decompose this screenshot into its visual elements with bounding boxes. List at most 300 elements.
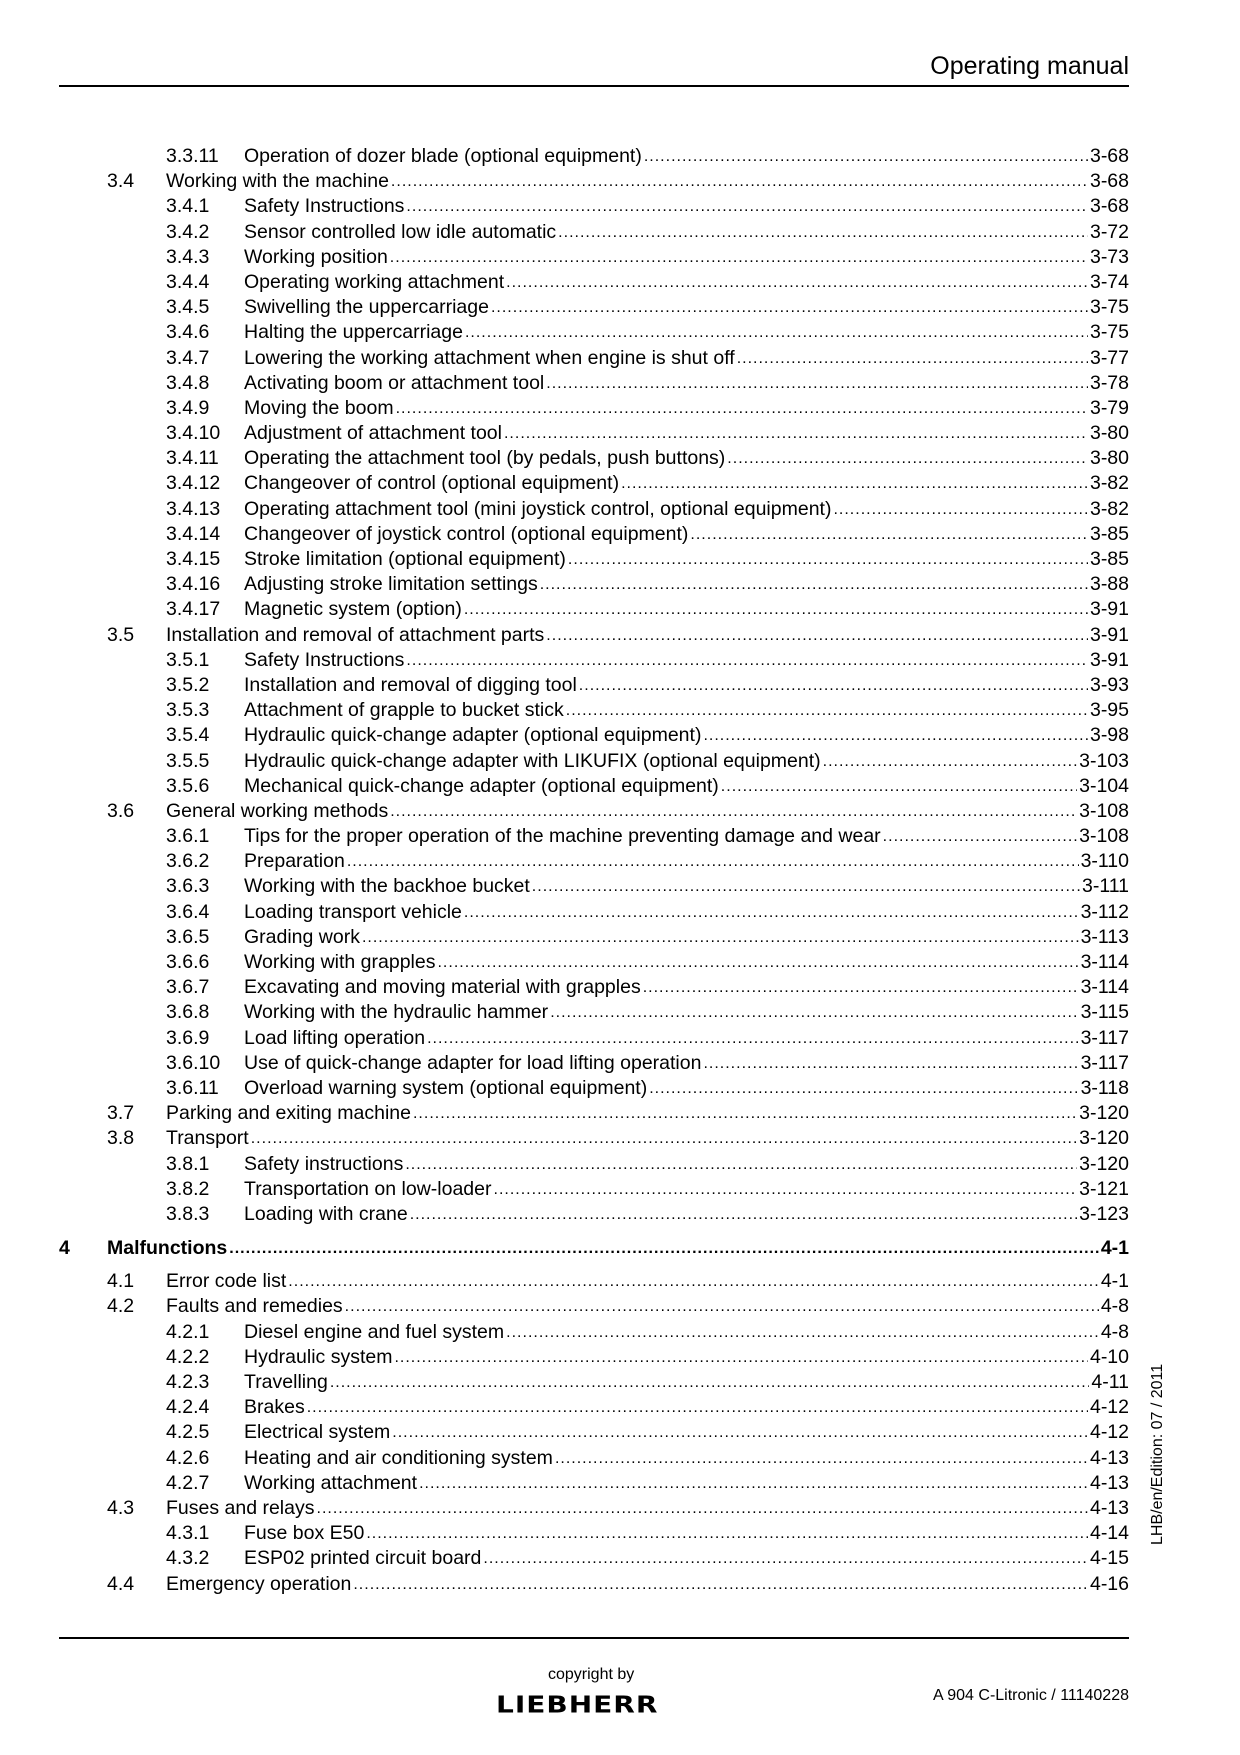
toc-title: Adjustment of attachment tool xyxy=(244,422,502,445)
toc-section-number: 3.4.15 xyxy=(166,548,221,570)
toc-row[interactable] xyxy=(0,346,1240,371)
toc-row[interactable] xyxy=(0,1236,1240,1261)
toc-section-number: 3.5.6 xyxy=(166,774,210,797)
toc-dot-leader xyxy=(288,1269,1099,1294)
toc-title: General working methods xyxy=(166,799,389,822)
toc-page-number: 3-108 xyxy=(1079,799,1129,822)
toc-section-number: 4.2.1 xyxy=(166,1320,210,1343)
page-header-title: Operating manual xyxy=(930,52,1129,80)
toc-title: Sensor controlled low idle automatic xyxy=(244,220,557,243)
toc-entry xyxy=(244,320,1129,345)
toc-section-number: 3.8.1 xyxy=(166,1152,210,1175)
toc-entry xyxy=(244,270,1129,295)
toc-section-number: 3.4.5 xyxy=(166,296,210,319)
toc-row[interactable] xyxy=(0,572,1240,597)
toc-dot-leader xyxy=(229,1236,1099,1261)
toc-section-number: 4 xyxy=(59,1237,70,1260)
toc-section-number: 4.3 xyxy=(107,1496,135,1519)
toc-entry xyxy=(244,194,1129,219)
toc-section-number: 3.6.11 xyxy=(166,1076,219,1099)
toc-entry xyxy=(244,1420,1129,1445)
toc-page-number: 3-93 xyxy=(1089,673,1129,696)
toc-title: Lowering the working attachment when engine is shut off xyxy=(244,346,735,369)
toc-title: Fuse box E50 xyxy=(244,1522,365,1545)
toc-dot-leader xyxy=(568,547,1088,572)
toc-entry xyxy=(244,1471,1129,1496)
toc-row[interactable] xyxy=(0,1051,1240,1076)
model-reference: A 904 C-Litronic / 11140228 xyxy=(933,1687,1129,1704)
toc-section-number: 3.8 xyxy=(107,1127,135,1150)
toc-dot-leader xyxy=(391,169,1088,194)
toc-entry xyxy=(244,874,1129,899)
toc-entry xyxy=(244,1521,1129,1546)
toc-row[interactable] xyxy=(0,975,1240,1000)
toc-row[interactable] xyxy=(0,1269,1240,1294)
toc-section-number: 3.4.16 xyxy=(166,573,221,596)
toc-row[interactable] xyxy=(0,1294,1240,1319)
toc-row[interactable] xyxy=(0,220,1240,245)
toc-dot-leader xyxy=(703,1051,1078,1076)
toc-page-number: 3-120 xyxy=(1079,1127,1129,1150)
toc-row[interactable] xyxy=(0,471,1240,496)
toc-page-number: 4-8 xyxy=(1100,1320,1129,1343)
toc-section-number: 3.4.13 xyxy=(166,497,221,520)
toc-title: Tips for the proper operation of the machine preventing damage and wear xyxy=(244,825,881,848)
toc-dot-leader xyxy=(690,522,1088,547)
toc-page-number: 3-75 xyxy=(1089,321,1129,344)
toc-dot-leader xyxy=(721,774,1077,799)
toc-dot-leader xyxy=(504,421,1088,446)
toc-section-number: 3.4 xyxy=(107,170,135,193)
toc-row[interactable] xyxy=(0,950,1240,975)
toc-title: Hydraulic system xyxy=(244,1345,393,1368)
toc-dot-leader xyxy=(546,371,1088,396)
toc-row[interactable] xyxy=(0,547,1240,572)
toc-row[interactable] xyxy=(0,723,1240,748)
toc-row[interactable] xyxy=(0,1395,1240,1420)
toc-section-number: 4.2.2 xyxy=(166,1345,210,1368)
toc-dot-leader xyxy=(396,396,1088,421)
toc-entry xyxy=(244,396,1129,421)
toc-row[interactable] xyxy=(0,849,1240,874)
toc-section-number: 3.4.6 xyxy=(166,321,210,344)
toc-entry xyxy=(244,925,1129,950)
toc-dot-leader xyxy=(644,144,1088,169)
toc-page-number: 3-98 xyxy=(1089,724,1129,747)
toc-row[interactable] xyxy=(0,421,1240,446)
toc-page-number: 4-13 xyxy=(1089,1471,1129,1494)
toc-dot-leader xyxy=(465,320,1088,345)
toc-title: Changeover of joystick control (optional equipment) xyxy=(244,522,689,545)
toc-page-number: 3-77 xyxy=(1089,346,1129,369)
toc-row[interactable] xyxy=(0,1496,1240,1521)
toc-entry xyxy=(244,698,1129,723)
toc-entry xyxy=(244,1546,1129,1571)
toc-title: Adjusting stroke limitation settings xyxy=(244,573,538,596)
toc-section-number: 3.6.1 xyxy=(166,825,210,848)
toc-title: Fuses and relays xyxy=(166,1496,315,1519)
toc-entry xyxy=(244,1446,1129,1471)
toc-entry xyxy=(244,1370,1129,1395)
toc-dot-leader xyxy=(491,295,1088,320)
toc-section-number: 3.6.10 xyxy=(166,1051,221,1074)
toc-title: Use of quick-change adapter for load lifting operation xyxy=(244,1051,702,1074)
toc-title: Mechanical quick-change adapter (optional equipment) xyxy=(244,774,719,797)
toc-page-number: 4-12 xyxy=(1089,1421,1129,1444)
toc-section-number: 3.6.9 xyxy=(166,1026,210,1049)
toc-page-number: 3-91 xyxy=(1089,598,1129,621)
toc-title: Loading transport vehicle xyxy=(244,900,462,923)
toc-section-number: 3.6.5 xyxy=(166,925,210,948)
toc-dot-leader xyxy=(823,749,1077,774)
toc-entry xyxy=(244,421,1129,446)
toc-entry xyxy=(107,1236,1129,1261)
footer-rule xyxy=(59,1637,1129,1639)
toc-row[interactable] xyxy=(0,295,1240,320)
toc-section-number: 3.4.17 xyxy=(166,598,221,621)
toc-page-number: 4-12 xyxy=(1089,1396,1129,1419)
toc-row[interactable] xyxy=(0,144,1240,169)
toc-title: Brakes xyxy=(244,1396,305,1419)
toc-page-number: 3-103 xyxy=(1079,749,1129,772)
toc-title: Safety Instructions xyxy=(244,648,405,671)
toc-row[interactable] xyxy=(0,1000,1240,1025)
toc-title: Working with the backhoe bucket xyxy=(244,875,530,898)
toc-title: Working position xyxy=(244,245,388,268)
toc-entry xyxy=(166,1101,1129,1126)
toc-entry xyxy=(244,144,1129,169)
toc-page-number: 3-115 xyxy=(1080,1001,1129,1024)
toc-section-number: 3.4.14 xyxy=(166,522,221,545)
toc-title: Safety Instructions xyxy=(244,195,405,218)
toc-dot-leader xyxy=(307,1395,1088,1420)
toc-row[interactable] xyxy=(0,1345,1240,1370)
toc-dot-leader xyxy=(464,900,1079,925)
toc-dot-leader xyxy=(317,1496,1088,1521)
toc-title: Installation and removal of attachment parts xyxy=(166,623,545,646)
toc-dot-leader xyxy=(643,975,1079,1000)
toc-row[interactable] xyxy=(0,1202,1240,1227)
toc-title: Activating boom or attachment tool xyxy=(244,371,545,394)
toc-title: Heating and air conditioning system xyxy=(244,1446,553,1469)
toc-dot-leader xyxy=(330,1370,1090,1395)
toc-page-number: 3-114 xyxy=(1080,976,1129,999)
table-of-contents xyxy=(0,144,1240,1597)
toc-title: Malfunctions xyxy=(107,1237,228,1260)
toc-title: Changeover of control (optional equipment) xyxy=(244,472,620,495)
toc-entry xyxy=(244,346,1129,371)
toc-dot-leader xyxy=(345,1294,1099,1319)
toc-entry xyxy=(244,446,1129,471)
toc-section-number: 4.2.7 xyxy=(166,1471,210,1494)
toc-page-number: 3-79 xyxy=(1089,396,1129,419)
toc-section-number: 4.2.6 xyxy=(166,1446,210,1469)
toc-row[interactable] xyxy=(0,497,1240,522)
toc-section-number: 4.1 xyxy=(107,1270,135,1293)
toc-entry xyxy=(244,1152,1129,1177)
toc-dot-leader xyxy=(366,1521,1088,1546)
toc-page-number: 3-120 xyxy=(1079,1102,1129,1125)
toc-dot-leader xyxy=(394,1345,1088,1370)
toc-dot-leader xyxy=(703,723,1088,748)
toc-dot-leader xyxy=(362,925,1079,950)
toc-dot-leader xyxy=(464,597,1088,622)
toc-section-number: 3.4.8 xyxy=(166,371,210,394)
toc-section-number: 4.4 xyxy=(107,1572,135,1595)
toc-entry xyxy=(244,900,1129,925)
toc-page-number: 3-118 xyxy=(1080,1076,1129,1099)
toc-row[interactable] xyxy=(0,623,1240,648)
toc-row[interactable] xyxy=(0,1101,1240,1126)
toc-page-number: 3-68 xyxy=(1089,145,1129,167)
toc-dot-leader xyxy=(555,1446,1088,1471)
toc-title: Load lifting operation xyxy=(244,1026,426,1049)
toc-title: Hydraulic quick-change adapter with LIKUFIX (optional equipment) xyxy=(244,749,821,772)
toc-page-number: 3-85 xyxy=(1089,522,1129,545)
toc-title: Operating working attachment xyxy=(244,270,505,293)
toc-row[interactable] xyxy=(0,320,1240,345)
toc-entry xyxy=(244,220,1129,245)
toc-row[interactable] xyxy=(0,698,1240,723)
toc-dot-leader xyxy=(353,1572,1088,1597)
toc-dot-leader xyxy=(649,1076,1078,1101)
toc-row[interactable] xyxy=(0,1126,1240,1151)
toc-section-number: 3.6.8 xyxy=(166,1001,210,1024)
toc-page-number: 4-13 xyxy=(1089,1446,1129,1469)
toc-section-number: 3.6.2 xyxy=(166,850,210,873)
toc-entry xyxy=(244,824,1129,849)
toc-page-number: 3-110 xyxy=(1080,850,1129,873)
toc-title: Installation and removal of digging tool xyxy=(244,673,577,696)
toc-page-number: 3-120 xyxy=(1079,1152,1129,1175)
toc-page-number: 3-68 xyxy=(1089,170,1129,193)
toc-title: Overload warning system (optional equipment) xyxy=(244,1076,648,1099)
toc-entry xyxy=(244,597,1129,622)
toc-entry xyxy=(244,774,1129,799)
toc-section-number: 3.6.4 xyxy=(166,900,210,923)
toc-row[interactable] xyxy=(0,1320,1240,1345)
toc-section-number: 3.4.4 xyxy=(166,270,210,293)
toc-page-number: 4-16 xyxy=(1089,1572,1129,1595)
toc-entry xyxy=(244,673,1129,698)
toc-entry xyxy=(166,1269,1129,1294)
toc-entry xyxy=(244,975,1129,1000)
toc-section-number: 4.2.5 xyxy=(166,1421,210,1444)
toc-page-number: 3-80 xyxy=(1089,422,1129,445)
toc-row[interactable] xyxy=(0,774,1240,799)
liebherr-logo: LIEBHERR xyxy=(496,1691,659,1719)
toc-section-number: 3.5.1 xyxy=(166,648,210,671)
toc-dot-leader xyxy=(579,673,1088,698)
toc-page-number: 3-113 xyxy=(1080,925,1129,948)
toc-entry xyxy=(244,547,1129,572)
toc-row[interactable] xyxy=(0,824,1240,849)
toc-section-number: 3.4.7 xyxy=(166,346,210,369)
toc-section-number: 3.4.2 xyxy=(166,220,210,243)
toc-row[interactable] xyxy=(0,1370,1240,1395)
toc-entry xyxy=(166,623,1129,648)
toc-row[interactable] xyxy=(0,1026,1240,1051)
toc-dot-leader xyxy=(390,799,1077,824)
toc-dot-leader xyxy=(392,1420,1088,1445)
toc-dot-leader xyxy=(550,1000,1078,1025)
toc-page-number: 3-82 xyxy=(1089,472,1129,495)
toc-entry xyxy=(166,799,1129,824)
toc-dot-leader xyxy=(566,698,1088,723)
toc-entry xyxy=(244,723,1129,748)
toc-row[interactable] xyxy=(0,371,1240,396)
toc-section-number: 4.2 xyxy=(107,1295,135,1318)
toc-page-number: 3-95 xyxy=(1089,699,1129,722)
toc-dot-leader xyxy=(413,1101,1077,1126)
toc-dot-leader xyxy=(540,572,1088,597)
toc-entry xyxy=(244,497,1129,522)
copyright-label: copyright by xyxy=(548,1666,635,1683)
toc-page-number: 3-73 xyxy=(1089,245,1129,268)
toc-row[interactable] xyxy=(0,648,1240,673)
toc-entry xyxy=(244,1076,1129,1101)
toc-dot-leader xyxy=(390,245,1088,270)
toc-dot-leader xyxy=(427,1026,1079,1051)
toc-section-number: 3.7 xyxy=(107,1102,135,1125)
toc-title: Travelling xyxy=(244,1371,328,1393)
toc-page-number: 4-15 xyxy=(1089,1547,1129,1570)
toc-section-number: 3.6.7 xyxy=(166,976,210,999)
toc-row[interactable] xyxy=(0,1572,1240,1597)
toc-title: ESP02 printed circuit board xyxy=(244,1547,482,1570)
toc-page-number: 3-112 xyxy=(1080,900,1129,923)
toc-title: Grading work xyxy=(244,925,360,948)
toc-row[interactable] xyxy=(0,446,1240,471)
toc-row[interactable] xyxy=(0,874,1240,899)
toc-entry xyxy=(244,849,1129,874)
toc-page-number: 4-8 xyxy=(1100,1295,1129,1318)
toc-entry xyxy=(244,1026,1129,1051)
toc-section-number: 3.6 xyxy=(107,799,135,822)
toc-title: Working with the hydraulic hammer xyxy=(244,1001,549,1024)
toc-row[interactable] xyxy=(0,1420,1240,1445)
toc-page-number: 3-78 xyxy=(1089,371,1129,394)
toc-entry xyxy=(166,169,1129,194)
toc-row[interactable] xyxy=(0,245,1240,270)
toc-entry xyxy=(166,1572,1129,1597)
toc-row[interactable] xyxy=(0,396,1240,421)
toc-dot-leader xyxy=(546,623,1088,648)
toc-section-number: 3.4.1 xyxy=(166,195,210,218)
header-rule xyxy=(59,85,1129,87)
toc-title: Electrical system xyxy=(244,1421,391,1444)
toc-page-number: 3-111 xyxy=(1082,875,1129,898)
toc-section-number: 3.4.9 xyxy=(166,396,210,419)
toc-row[interactable] xyxy=(0,1076,1240,1101)
toc-section-number: 4.3.2 xyxy=(166,1547,210,1570)
toc-row[interactable] xyxy=(0,1471,1240,1496)
toc-section-number: 3.5.5 xyxy=(166,749,210,772)
toc-page-number: 4-14 xyxy=(1089,1522,1129,1545)
toc-section-number: 3.5.3 xyxy=(166,699,210,722)
toc-title: Stroke limitation (optional equipment) xyxy=(244,548,566,570)
toc-row[interactable] xyxy=(0,169,1240,194)
toc-row[interactable] xyxy=(0,900,1240,925)
toc-entry xyxy=(244,371,1129,396)
toc-section-number: 4.3.1 xyxy=(166,1522,210,1545)
toc-page-number: 3-85 xyxy=(1089,548,1129,570)
toc-row[interactable] xyxy=(0,1152,1240,1177)
toc-entry xyxy=(244,572,1129,597)
toc-page-number: 3-82 xyxy=(1089,497,1129,520)
toc-page-number: 3-114 xyxy=(1080,951,1129,973)
toc-row[interactable] xyxy=(0,270,1240,295)
toc-page-number: 4-13 xyxy=(1089,1496,1129,1519)
toc-row[interactable] xyxy=(0,1546,1240,1571)
toc-entry xyxy=(244,1051,1129,1076)
toc-page-number: 3-88 xyxy=(1089,573,1129,596)
toc-entry xyxy=(244,1177,1129,1202)
toc-title: Excavating and moving material with grapples xyxy=(244,976,641,999)
toc-dot-leader xyxy=(506,1320,1099,1345)
toc-dot-leader xyxy=(621,471,1088,496)
toc-row[interactable] xyxy=(0,1177,1240,1202)
toc-page-number: 3-117 xyxy=(1080,1026,1129,1049)
toc-section-number: 3.3.11 xyxy=(166,145,219,167)
toc-page-number: 3-91 xyxy=(1089,623,1129,646)
toc-entry xyxy=(244,648,1129,673)
toc-dot-leader xyxy=(883,824,1077,849)
toc-title: Magnetic system (option) xyxy=(244,598,462,621)
toc-title: Transport xyxy=(166,1127,249,1150)
toc-page-number: 3-104 xyxy=(1079,774,1129,797)
toc-section-number: 3.6.6 xyxy=(166,951,210,973)
toc-dot-leader xyxy=(833,497,1088,522)
toc-title: Safety instructions xyxy=(244,1152,404,1175)
toc-row[interactable] xyxy=(0,673,1240,698)
toc-dot-leader xyxy=(532,874,1080,899)
toc-page-number: 3-75 xyxy=(1089,296,1129,319)
toc-page-number: 4-10 xyxy=(1089,1345,1129,1368)
toc-page-number: 3-123 xyxy=(1079,1202,1129,1225)
toc-title: Hydraulic quick-change adapter (optional equipment) xyxy=(244,724,702,747)
toc-page-number: 3-74 xyxy=(1089,270,1129,293)
toc-row[interactable] xyxy=(0,925,1240,950)
toc-entry xyxy=(166,1496,1129,1521)
toc-title: Faults and remedies xyxy=(166,1295,343,1318)
toc-title: Halting the uppercarriage xyxy=(244,321,463,344)
toc-row[interactable] xyxy=(0,194,1240,219)
toc-page-number: 4-1 xyxy=(1100,1270,1129,1293)
toc-entry xyxy=(166,1294,1129,1319)
toc-page-number: 3-91 xyxy=(1089,648,1129,671)
toc-page-number: 3-80 xyxy=(1089,447,1129,470)
toc-row[interactable] xyxy=(0,799,1240,824)
toc-section-number: 3.4.10 xyxy=(166,422,221,445)
toc-dot-leader xyxy=(737,346,1088,371)
toc-row[interactable] xyxy=(0,522,1240,547)
toc-entry xyxy=(244,749,1129,774)
toc-row[interactable] xyxy=(0,749,1240,774)
toc-row[interactable] xyxy=(0,1446,1240,1471)
toc-title: Operating attachment tool (mini joystick control, optional equipment) xyxy=(244,497,832,520)
toc-dot-leader xyxy=(406,194,1088,219)
toc-dot-leader xyxy=(406,648,1088,673)
toc-entry xyxy=(244,1202,1129,1227)
edition-note: LHB/en/Edition: 07 / 2011 xyxy=(1149,1363,1166,1545)
toc-section-number: 3.8.2 xyxy=(166,1177,210,1200)
toc-dot-leader xyxy=(347,849,1079,874)
toc-entry xyxy=(244,245,1129,270)
toc-row[interactable] xyxy=(0,597,1240,622)
toc-row[interactable] xyxy=(0,1521,1240,1546)
toc-title: Working attachment xyxy=(244,1471,418,1494)
